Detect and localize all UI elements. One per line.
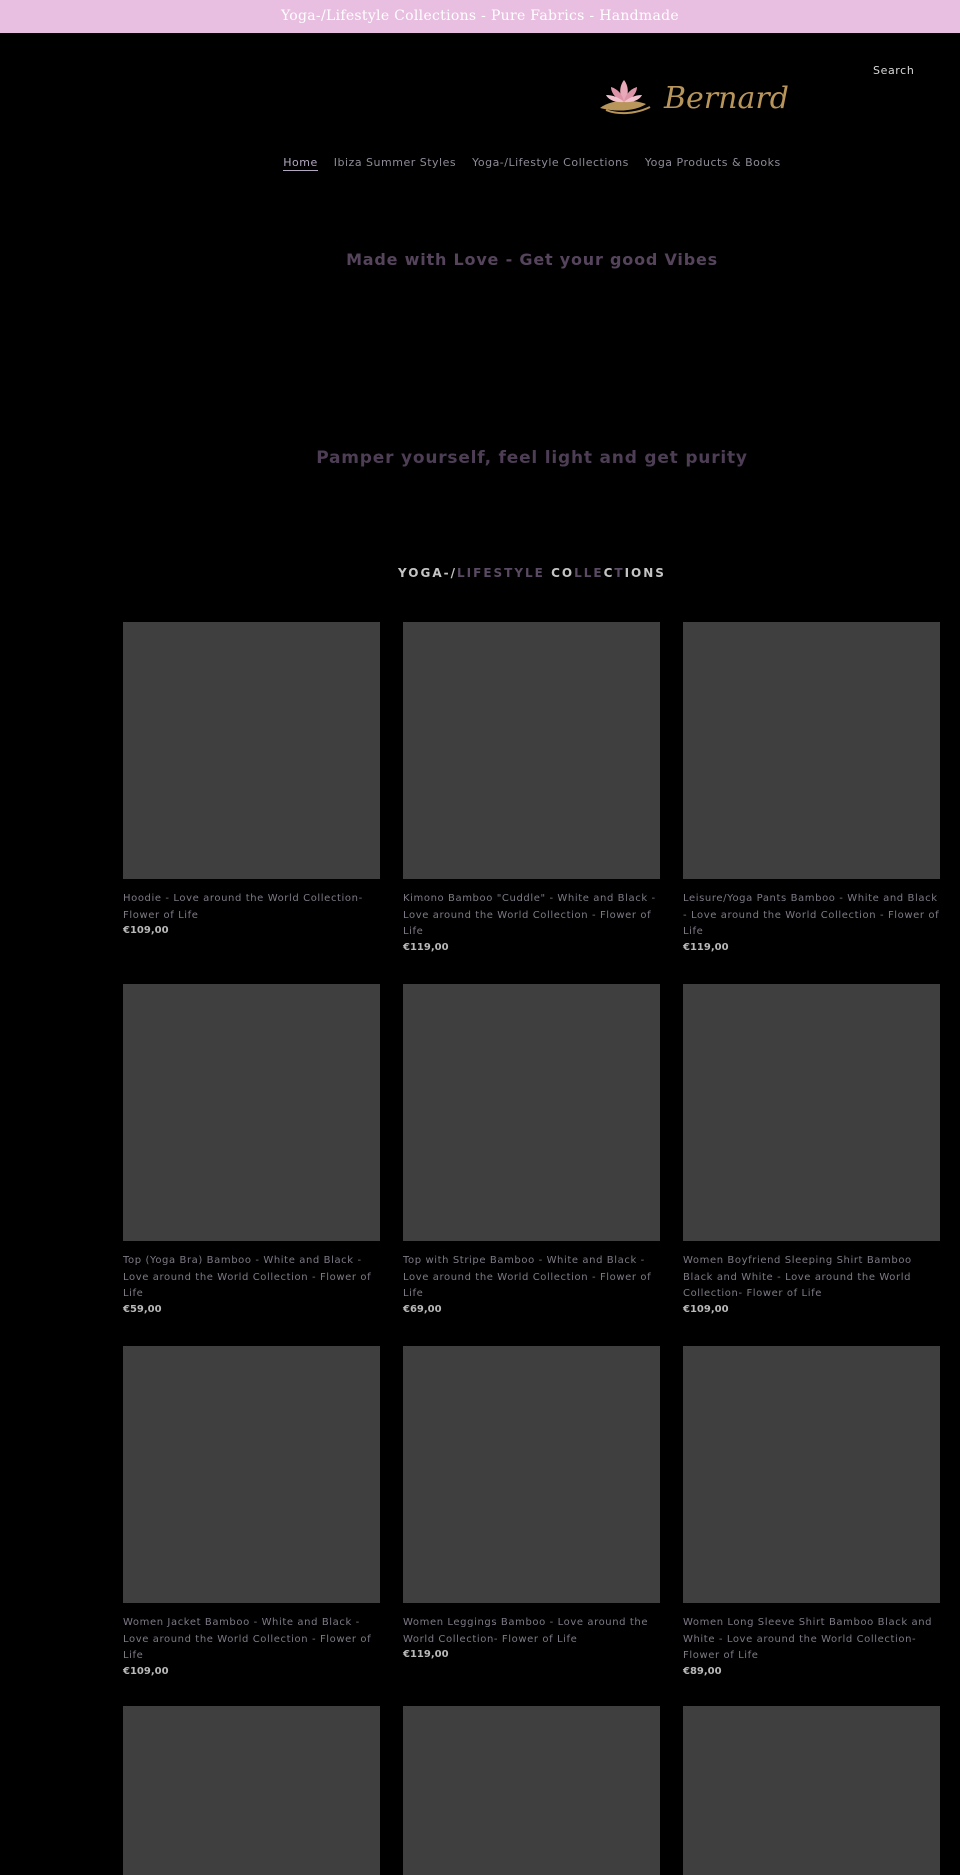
main-nav bbox=[0, 156, 960, 169]
logo[interactable] bbox=[598, 74, 790, 120]
product-price: €59,00 bbox=[123, 1303, 162, 1315]
product-price: €119,00 bbox=[683, 941, 729, 953]
product-image[interactable] bbox=[403, 1346, 660, 1603]
hero-title: Made with Love - Get your good Vibes bbox=[346, 250, 718, 269]
collections-title-part: LIFESTYLE bbox=[457, 566, 545, 580]
collections-title bbox=[0, 566, 960, 580]
nav-item-link-3[interactable]: Yoga Products & Books bbox=[644, 156, 781, 169]
product-name[interactable]: Hoodie - Love around the World Collection- Flower of Life bbox=[123, 893, 363, 921]
nav-item-link-1[interactable]: Ibiza Summer Styles bbox=[333, 156, 457, 169]
product-image[interactable] bbox=[123, 1706, 380, 1875]
product-card[interactable] bbox=[683, 1346, 940, 1679]
product-image[interactable] bbox=[683, 1346, 940, 1603]
lotus-logo-icon bbox=[598, 74, 790, 120]
product-card[interactable] bbox=[123, 1706, 380, 1875]
product-price: €119,00 bbox=[403, 1649, 449, 1660]
product-price: €109,00 bbox=[123, 925, 169, 936]
product-price: €119,00 bbox=[403, 941, 449, 953]
product-name[interactable]: Women Jacket Bamboo - White and Black - Love around the World Collection - Flower of Life bbox=[123, 1617, 372, 1661]
product-image[interactable] bbox=[683, 1706, 940, 1875]
product-card[interactable] bbox=[403, 622, 660, 955]
product-card[interactable] bbox=[403, 1706, 660, 1875]
product-card[interactable] bbox=[123, 622, 380, 938]
product-card[interactable] bbox=[403, 1346, 660, 1662]
product-image[interactable] bbox=[403, 984, 660, 1241]
product-image[interactable] bbox=[123, 984, 380, 1241]
product-image[interactable] bbox=[683, 622, 940, 879]
product-card[interactable] bbox=[123, 1346, 380, 1679]
product-image[interactable] bbox=[123, 622, 380, 879]
collections-title-part: LLE bbox=[574, 566, 604, 580]
search-link[interactable]: Search bbox=[873, 64, 915, 77]
product-image[interactable] bbox=[683, 984, 940, 1241]
product-price: €109,00 bbox=[123, 1665, 169, 1677]
product-image[interactable] bbox=[123, 1346, 380, 1603]
product-image[interactable] bbox=[403, 1706, 660, 1875]
product-image[interactable] bbox=[403, 622, 660, 879]
product-card[interactable] bbox=[683, 984, 940, 1317]
nav-item-link-2[interactable]: Yoga-/Lifestyle Collections bbox=[472, 156, 629, 169]
collections-title-part: CO bbox=[544, 566, 575, 580]
product-name[interactable]: Top with Stripe Bamboo - White and Black - Love around the World Collection - Flower of Life bbox=[403, 1255, 652, 1299]
product-card[interactable] bbox=[403, 984, 660, 1317]
product-name[interactable]: Kimono Bamboo "Cuddle" - White and Black - Love around the World Collection - Flower of Life bbox=[403, 893, 656, 937]
product-name[interactable]: Women Boyfriend Sleeping Shirt Bamboo Black and White - Love around the World Collection- Flower of Life bbox=[683, 1255, 912, 1299]
collections-title-part: C bbox=[603, 566, 615, 580]
product-price: €69,00 bbox=[403, 1303, 442, 1315]
collections-title-part: YOGA-/ bbox=[398, 566, 458, 580]
collections-title-part: IONS bbox=[624, 566, 666, 580]
product-name[interactable]: Women Long Sleeve Shirt Bamboo Black and White - Love around the World Collection- Flower of Life bbox=[683, 1617, 933, 1661]
product-card[interactable] bbox=[123, 984, 380, 1317]
product-card[interactable] bbox=[683, 622, 940, 955]
announcement-bar: Yoga-/Lifestyle Collections - Pure Fabrics - Handmade bbox=[0, 0, 960, 33]
collections-title-part: T bbox=[614, 566, 625, 580]
product-name[interactable]: Top (Yoga Bra) Bamboo - White and Black - Love around the World Collection - Flower of Life bbox=[123, 1255, 372, 1299]
product-price: €109,00 bbox=[683, 1303, 729, 1315]
nav-item-home[interactable]: Home bbox=[283, 156, 318, 169]
product-name[interactable]: Women Leggings Bamboo - Love around the World Collection- Flower of Life bbox=[403, 1617, 649, 1645]
hero-subtitle: Pamper yourself, feel light and get purity bbox=[316, 448, 748, 468]
logo-wordmark: Bernardi bbox=[664, 81, 790, 116]
product-price: €89,00 bbox=[683, 1665, 722, 1677]
product-card[interactable] bbox=[683, 1706, 940, 1875]
product-name[interactable]: Leisure/Yoga Pants Bamboo - White and Black - Love around the World Collection - Flower of Life bbox=[683, 893, 940, 937]
